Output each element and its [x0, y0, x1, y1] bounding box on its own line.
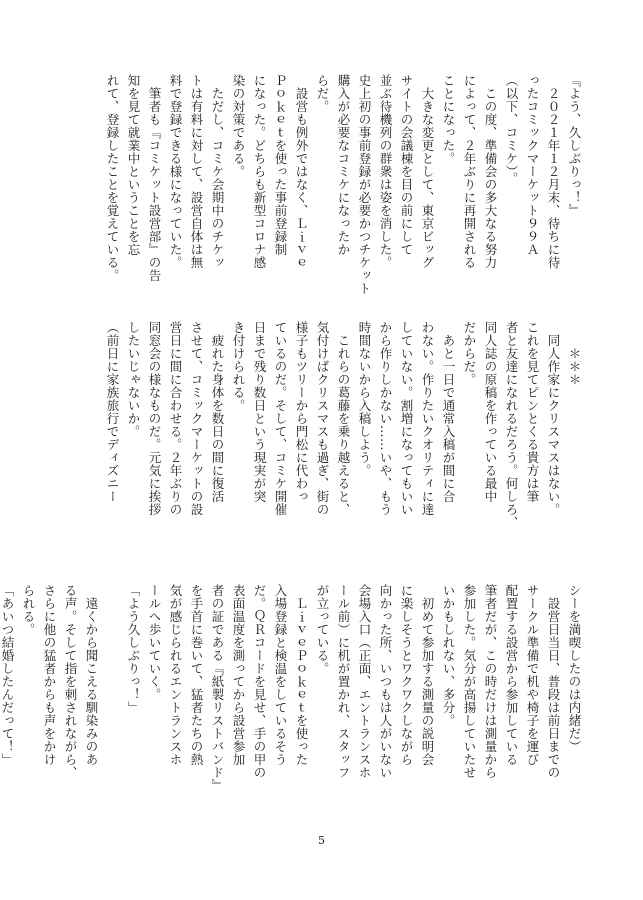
text-column: 者と友達になれるだろう。何しろ、 — [504, 321, 519, 529]
text-block-bottom — [0, 584, 585, 814]
text-column: シーを満喫したのは内緒だ） — [567, 584, 582, 753]
text-column: これを見てピンとくる貴方は筆 — [525, 321, 540, 503]
text-column: られる。 — [21, 584, 36, 636]
text-column: 同窓会の様なものだ。元気に挨拶 — [147, 321, 162, 516]
text-column: れて、登録したことを覚えている。 — [105, 74, 120, 282]
text-column: ったコミックマーケット９９Ａ — [525, 74, 540, 256]
text-column: る声。そして指を刺されながら、 — [63, 584, 78, 779]
text-column: 参加した。気分が高揚していたせ — [462, 584, 477, 779]
text-column: これらの葛藤を乗り越えると、 — [336, 321, 351, 516]
text-column: 染の対策である。 — [231, 74, 246, 178]
text-column: 時間ないから入稿しよう。 — [357, 321, 372, 477]
text-block-top — [50, 74, 585, 295]
text-column: 『よう、久しぶりっ！』 — [567, 74, 582, 217]
text-column: この度、準備会の多大なる努力 — [483, 74, 498, 269]
text-column: ールへ歩いていく。 — [147, 584, 162, 701]
text-column: 同人作家にクリスマスはない。 — [546, 321, 561, 516]
text-column: さらに他の猛者からも声をかけ — [42, 584, 57, 766]
text-column: 史上初の事前登録が必要かつチケット — [357, 74, 372, 295]
text-column: 向かった所、いつもは人がいない — [378, 584, 393, 779]
text-column: 様子もツリーから門松に代わっ — [294, 321, 309, 503]
text-column: だからだ。 — [462, 321, 477, 386]
page-number: 5 — [318, 834, 325, 847]
text-column: らだ。 — [315, 74, 330, 113]
text-column: 初めて参加する測量の説明会 — [420, 584, 435, 766]
text-column: トは有料に対して、設営自体は無 — [189, 74, 204, 269]
column-gap — [102, 584, 123, 814]
text-column: 同人誌の原稿を作っている最中 — [483, 321, 498, 503]
text-column: 会場入口（正面、エントランスホ — [357, 584, 372, 779]
text-column: 購入が必要なコミケになったか — [336, 74, 351, 256]
text-column: 者の証である『紙製リストバンド』 — [210, 584, 225, 792]
text-column: 配置する設営から参加している — [504, 584, 519, 766]
text-column: だ。ＱＲコードを見せ、手の甲の — [252, 584, 267, 779]
text-column: き付けられる。 — [231, 321, 246, 412]
text-column: に楽しそうとワクワクしながら — [399, 584, 414, 766]
text-column: 気が感じられるエントランスホ — [168, 584, 183, 766]
text-column: 料で登録できる様になっていた。 — [168, 74, 183, 269]
text-column: になった。どちらも新型コロナ感 — [252, 74, 267, 269]
text-column: ているのだ。そして、コミケ開催 — [273, 321, 288, 516]
text-column: 疲れた身体を数日の間に復活 — [210, 321, 225, 503]
text-column: 大きな変更として、東京ビッグ — [420, 74, 435, 269]
text-column: 遠くから聞こえる馴染みのあ — [84, 584, 99, 766]
text-column: 並ぶ待機列の群衆は姿を消した。 — [378, 74, 393, 269]
text-column: 「あいつ結婚したんだって！」 — [0, 584, 15, 766]
text-block-middle — [50, 321, 585, 551]
text-column: ２０２１年１２月末、待ちに待 — [546, 74, 561, 269]
text-column: 設営日当日、普段は前日までの — [546, 584, 561, 779]
text-column: ＬｉｖｅＰｏｋｅｔを使った — [294, 584, 309, 766]
text-column: （以下、コミケ）。 — [504, 74, 519, 185]
text-column: （前日に家族旅行でディズニー — [105, 321, 120, 503]
text-column: から作りしかない……いや、もう — [378, 321, 393, 516]
text-column: ただし、コミケ会期中のチケッ — [210, 74, 225, 269]
text-column: 「よう久しぶりっ！」 — [126, 584, 141, 714]
text-column: 筆者だが、この時だけは測量から — [483, 584, 498, 779]
text-column: 日まで残り数日という現実が突 — [252, 321, 267, 503]
text-column: ＊＊＊ — [567, 321, 582, 386]
text-column: 筆者も『コミケット設営部』の告 — [147, 74, 162, 282]
text-column: 入場登録と検温をしているそう — [273, 584, 288, 766]
text-column: 気付けばクリスマスも過ぎ、街の — [315, 321, 330, 516]
text-column: いかもしれない、多分。 — [441, 584, 456, 727]
text-column: あと一日で通常入稿が間に合 — [441, 321, 456, 503]
text-column: したいじゃないか。 — [126, 321, 141, 438]
text-column: 営日に間に合わせる。２年ぶりの — [168, 321, 183, 516]
text-column: サークル準備で机や椅子を運び — [525, 584, 540, 766]
text-column: を手首に巻いて、猛者たちの熱 — [189, 584, 204, 766]
text-column: ことになった。 — [441, 74, 456, 165]
text-column: ール前）に机が置かれ、スタッフ — [336, 584, 351, 779]
text-column: わない。作りたいクオリティに達 — [420, 321, 435, 516]
text-column: させて、コミックマーケットの設 — [189, 321, 204, 516]
text-column: していない。割増になってもいい — [399, 321, 414, 516]
text-column: 知を見て就業中ということを忘 — [126, 74, 141, 256]
text-column: 設営も例外ではなく、Ｌｉｖｅ — [294, 74, 309, 269]
text-column: が立っている。 — [315, 584, 330, 675]
text-column: によって、２年ぶりに再開される — [462, 74, 477, 269]
text-column: サイトの会議棟を目の前にして — [399, 74, 414, 256]
text-column: Ｐｏｋｅｔを使った事前登録制 — [273, 74, 288, 256]
text-column: 表面温度を測ってから設営参加 — [231, 584, 246, 766]
